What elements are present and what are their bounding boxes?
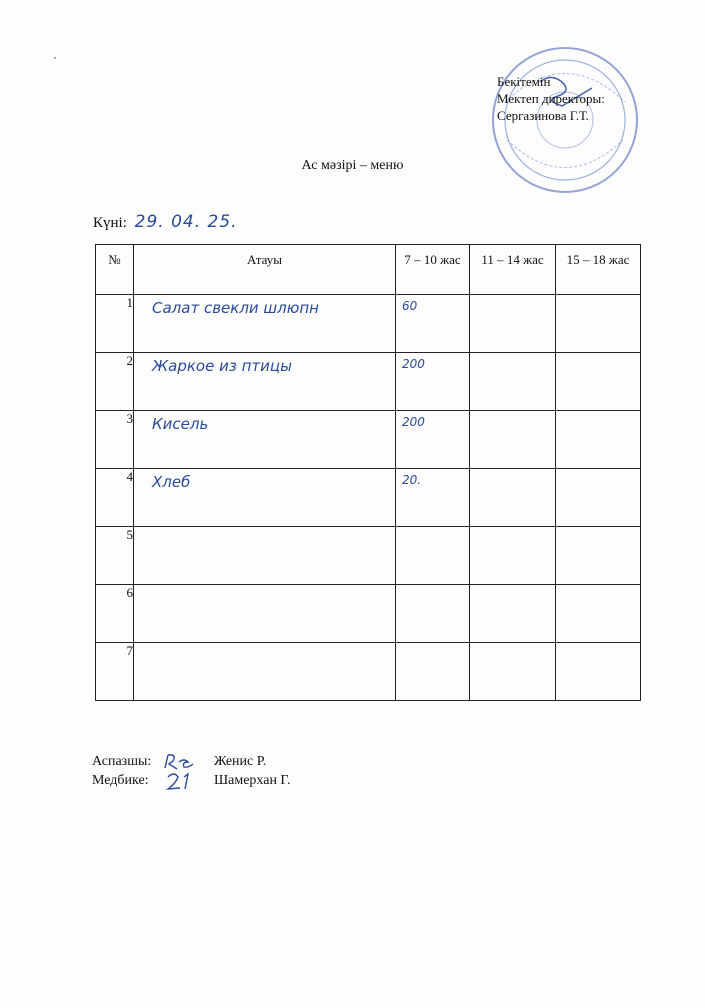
portion-15-18 bbox=[556, 585, 640, 589]
table-row bbox=[96, 295, 641, 353]
portion-15-18 bbox=[556, 295, 640, 299]
dish-name bbox=[134, 643, 395, 647]
header-number: № bbox=[96, 245, 134, 295]
table-row bbox=[96, 527, 641, 585]
signature-block bbox=[92, 752, 290, 790]
portion-11-14 bbox=[470, 643, 555, 647]
portion-11-14 bbox=[470, 469, 555, 473]
nurse-signature-line bbox=[92, 771, 290, 790]
portion-15-18 bbox=[556, 469, 640, 473]
cook-signature-icon bbox=[162, 752, 210, 771]
table-row bbox=[96, 585, 641, 643]
dish-name bbox=[134, 527, 395, 531]
approval-line-director-name: Сергазинова Г.Т. bbox=[497, 108, 589, 123]
menu-table bbox=[95, 244, 641, 701]
nurse-signature-icon bbox=[162, 771, 210, 790]
approval-line-approved: Бекітемін bbox=[497, 74, 551, 89]
table-row bbox=[96, 353, 641, 411]
cook-name: Женис Р. bbox=[214, 754, 267, 769]
approval-block bbox=[497, 73, 605, 124]
portion-11-14 bbox=[470, 585, 555, 589]
portion-7-10: 200 bbox=[402, 357, 425, 371]
approval-line-position: Мектеп директоры: bbox=[497, 91, 605, 106]
table-header-row bbox=[96, 245, 641, 295]
table-row bbox=[96, 643, 641, 701]
row-number: 4 bbox=[96, 469, 134, 527]
portion-7-10 bbox=[396, 527, 469, 531]
header-age-7-10: 7 – 10 жас bbox=[396, 245, 470, 295]
dish-name: Салат свекли шлюпн bbox=[152, 299, 319, 317]
portion-7-10 bbox=[396, 643, 469, 647]
header-age-15-18: 15 – 18 жас bbox=[556, 245, 641, 295]
portion-7-10 bbox=[396, 585, 469, 589]
dish-name: Хлеб bbox=[152, 473, 191, 491]
cook-signature-line bbox=[92, 752, 290, 771]
portion-15-18 bbox=[556, 527, 640, 531]
header-age-11-14: 11 – 14 жас bbox=[470, 245, 556, 295]
dish-name: Кисель bbox=[152, 415, 209, 433]
table-row bbox=[96, 411, 641, 469]
scan-speck bbox=[54, 57, 56, 59]
row-number: 7 bbox=[96, 643, 134, 701]
row-number: 3 bbox=[96, 411, 134, 469]
date-value: 29. 04. 25. bbox=[134, 212, 238, 232]
portion-7-10: 200 bbox=[402, 415, 425, 429]
portion-15-18 bbox=[556, 353, 640, 357]
portion-15-18 bbox=[556, 643, 640, 647]
header-name: Атауы bbox=[134, 245, 396, 295]
dish-name bbox=[134, 585, 395, 589]
nurse-label: Медбике: bbox=[92, 773, 149, 788]
row-number: 6 bbox=[96, 585, 134, 643]
row-number: 2 bbox=[96, 353, 134, 411]
date-row bbox=[93, 212, 238, 232]
portion-7-10: 60 bbox=[402, 299, 418, 313]
dish-name: Жаркое из птицы bbox=[152, 357, 292, 375]
portion-7-10: 20. bbox=[402, 473, 422, 487]
portion-11-14 bbox=[470, 295, 555, 299]
table-row bbox=[96, 469, 641, 527]
date-label: Күні: bbox=[93, 215, 127, 231]
portion-11-14 bbox=[470, 527, 555, 531]
row-number: 5 bbox=[96, 527, 134, 585]
row-number: 1 bbox=[96, 295, 134, 353]
portion-11-14 bbox=[470, 411, 555, 415]
document-title: Ас мәзірі – меню bbox=[301, 158, 404, 173]
portion-15-18 bbox=[556, 411, 640, 415]
nurse-name: Шамерхан Г. bbox=[214, 773, 291, 788]
portion-11-14 bbox=[470, 353, 555, 357]
cook-label: Аспазшы: bbox=[92, 754, 152, 769]
